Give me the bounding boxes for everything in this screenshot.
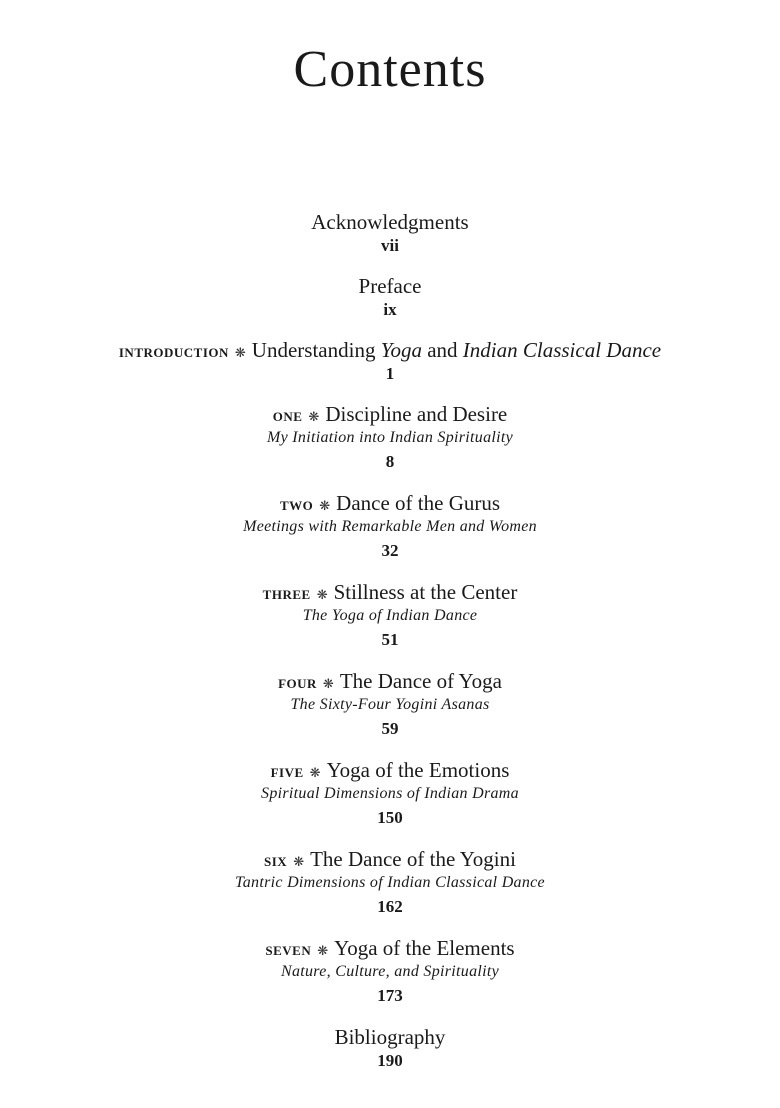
toc-entry-acknowledgments[interactable] <box>0 210 780 258</box>
entry-title: Preface <box>358 274 422 298</box>
entry-page: vii <box>381 236 399 255</box>
entry-title-part: Understanding <box>251 338 381 362</box>
entry-page: ix <box>383 300 397 319</box>
entry-label: SEVEN <box>265 943 312 958</box>
entry-subtitle: Spiritual Dimensions of Indian Drama <box>261 785 519 802</box>
entry-title: Acknowledgments <box>311 210 469 234</box>
entry-page: 1 <box>385 364 395 383</box>
entry-label: FOUR <box>278 676 317 691</box>
toc-entry-preface[interactable] <box>0 274 780 322</box>
toc-entry-chapter-five[interactable] <box>0 758 780 830</box>
entry-subtitle: Nature, Culture, and Spirituality <box>280 963 500 980</box>
entry-title: Discipline and Desire <box>325 402 508 426</box>
toc-entry-chapter-seven[interactable] <box>0 936 780 1008</box>
entry-title: Yoga of the Emotions <box>326 758 510 782</box>
asterism-flower-icon: ❋ <box>309 765 321 780</box>
entry-subtitle: The Yoga of Indian Dance <box>302 607 478 624</box>
asterism-flower-icon: ❋ <box>316 587 328 602</box>
entry-page: 162 <box>377 897 403 916</box>
toc-entry-chapter-six[interactable] <box>0 847 780 919</box>
entry-label: INTRODUCTION <box>118 345 229 360</box>
toc-entry-chapter-three[interactable] <box>0 580 780 652</box>
page-title: Contents <box>293 41 487 98</box>
entry-title: Stillness at the Center <box>333 580 518 604</box>
entry-title-part: Indian Classical Dance <box>462 338 662 362</box>
entry-page: 51 <box>381 630 399 649</box>
entry-page: 59 <box>381 719 399 738</box>
entry-subtitle: Tantric Dimensions of Indian Classical Dance <box>235 874 545 891</box>
entry-label: ONE <box>272 409 303 424</box>
toc-entry-chapter-one[interactable] <box>0 402 780 474</box>
asterism-flower-icon: ❋ <box>293 854 305 869</box>
asterism-flower-icon: ❋ <box>322 676 334 691</box>
entry-label: SIX <box>264 854 288 869</box>
entry-page: 32 <box>381 541 399 560</box>
entry-label: THREE <box>262 587 311 602</box>
entry-title: Bibliography <box>334 1025 446 1049</box>
entry-title: Dance of the Gurus <box>336 491 501 515</box>
entry-subtitle: The Sixty-Four Yogini Asanas <box>290 696 490 713</box>
entry-label: FIVE <box>270 765 304 780</box>
entry-title-part: and <box>421 338 463 362</box>
entry-title: The Dance of Yoga <box>339 669 502 693</box>
asterism-flower-icon: ❋ <box>319 498 331 513</box>
asterism-flower-icon: ❋ <box>308 409 320 424</box>
asterism-flower-icon: ❋ <box>234 345 246 360</box>
entry-subtitle: My Initiation into Indian Spirituality <box>266 429 514 446</box>
entry-page: 173 <box>377 986 403 1005</box>
entry-title: The Dance of the Yogini <box>310 847 516 871</box>
toc-entry-chapter-four[interactable] <box>0 669 780 741</box>
entry-page: 8 <box>385 452 395 471</box>
table-of-contents <box>0 210 780 1089</box>
entry-page: 190 <box>377 1051 403 1070</box>
entry-label: TWO <box>279 498 314 513</box>
entry-page: 150 <box>377 808 403 827</box>
entry-title: Yoga of the Elements <box>334 936 515 960</box>
toc-entry-introduction[interactable] <box>0 338 780 386</box>
toc-entry-chapter-two[interactable] <box>0 491 780 563</box>
toc-entry-bibliography[interactable] <box>0 1025 780 1073</box>
entry-subtitle: Meetings with Remarkable Men and Women <box>243 518 537 535</box>
asterism-flower-icon: ❋ <box>317 943 329 958</box>
entry-title-part: Yoga <box>380 338 422 362</box>
